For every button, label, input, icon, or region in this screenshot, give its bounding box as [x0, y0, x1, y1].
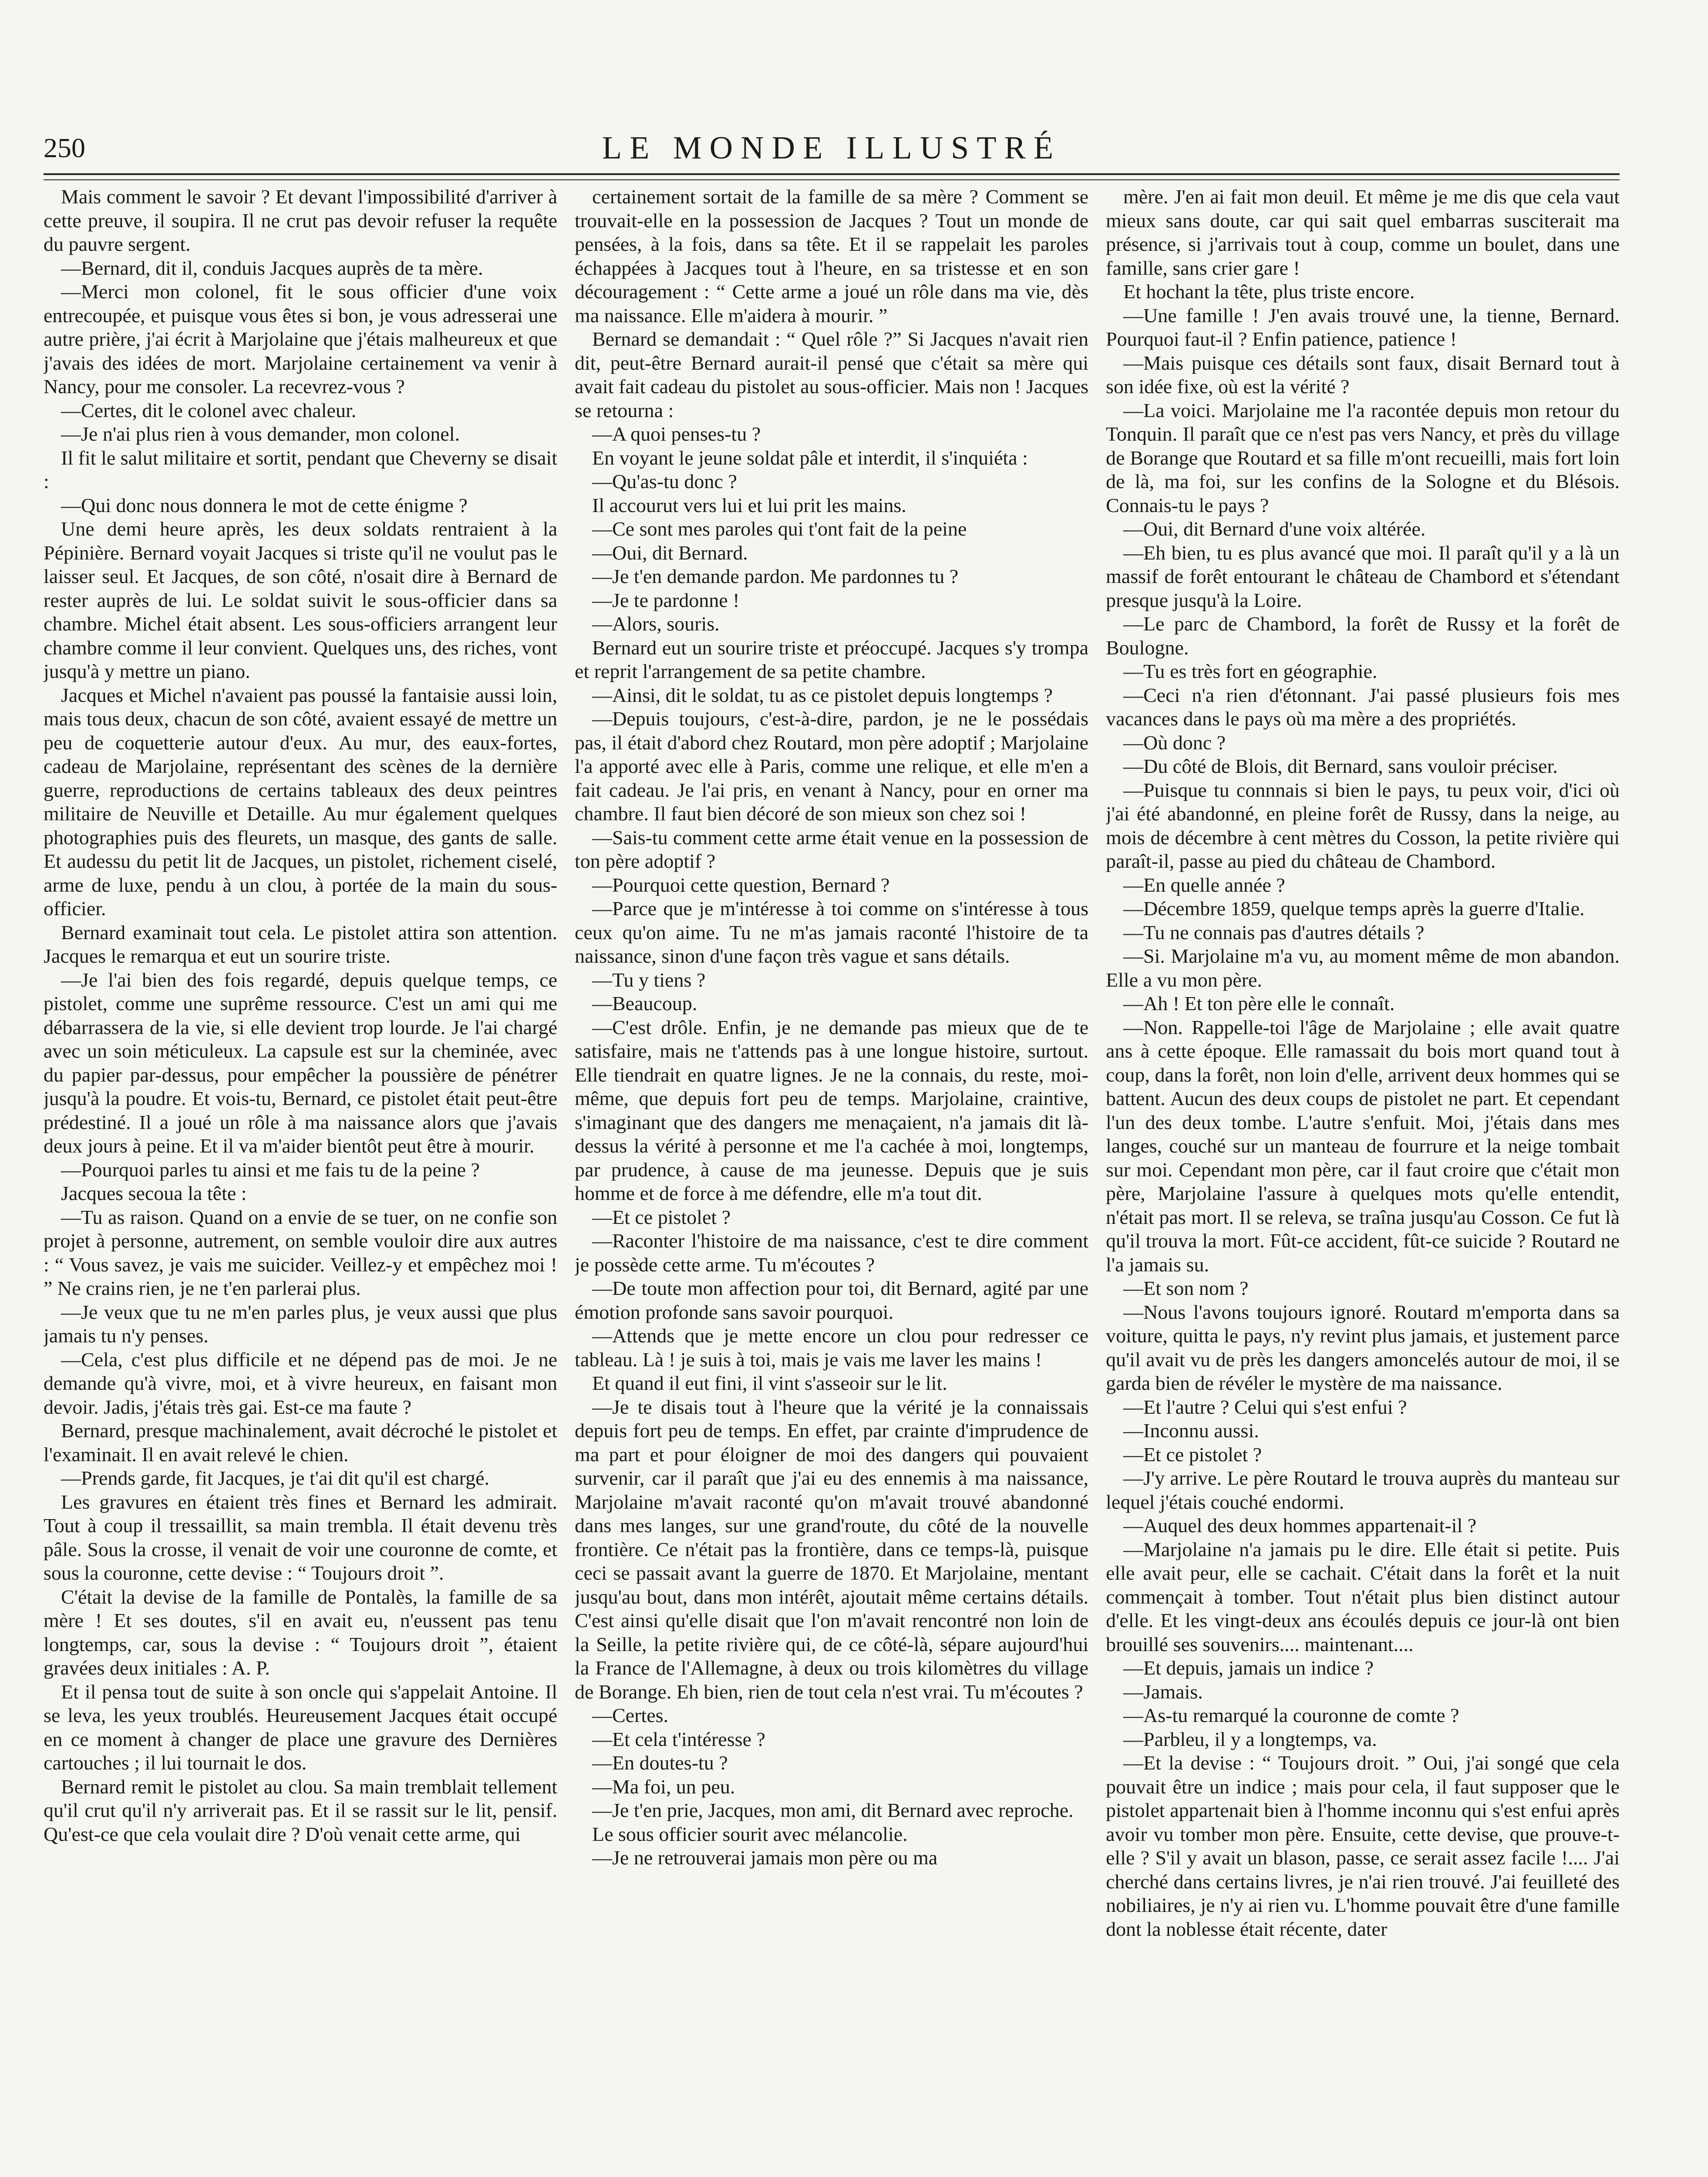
- paragraph: —C'est drôle. Enfin, je ne demande pas mieux que de te satisfaire, mais ne t'attends pas à une longue histoire, surtout. Elle tiendrait en quatre lignes. Je ne la connais, du reste, moi-même, que depuis fort peu de temps. Marjolaine, craintive, s'imaginant que des dangers me menaçaient, n'a jamais dit là-dessus la vérité à personne et me l'a cachée à moi, longtemps, par prudence, à cause de ma jeunesse. Depuis que je suis homme et de force à me défendre, elle m'a tout dit.: [575, 1016, 1088, 1204]
- paragraph: —Et son nom ?: [1123, 1277, 1249, 1299]
- paragraph: —Non. Rappelle-toi l'âge de Marjolaine ; elle avait quatre ans à cette époque. Elle ramassait du bois mort quand tout à coup, dans la forêt, non loin d'elle, arrivent deux hommes qui se battent. Aucun des deux coups de pistolet ne part. Et cependant l'un des deux tombe. L'autre s'enfuit. Moi, j'étais dans mes langes, couché sur un manteau de fourrure et la neige tombait sur moi. Cependant mon père, car il faut croire que c'était mon père, Marjolaine l'assure à quelques mots qu'elle entendit, n'était pas mort. Il se releva, se traîna jusqu'au Cosson. Ce fut là qu'il trouva la mort. Fût-ce accident, fût-ce suicide ? Routard ne l'a jamais su.: [1106, 1016, 1620, 1276]
- paragraph: —Je n'ai plus rien à vous demander, mon colonel.: [61, 423, 460, 445]
- paragraph: —Sais-tu comment cette arme était venue en la possession de ton père adoptif ?: [575, 826, 1088, 872]
- paragraph: —Je te disais tout à l'heure que la vérité je la connaissais depuis fort peu de temps. En effet, par crainte d'imprudence de ma part et pour éloigner de moi des dangers qui pouvaient survenir, car il paraît que j'ai eu des ennemis à ma naissance, Marjolaine m'avait raconté qu'on m'avait trouvé abandonné dans mes langes, sur une grand'route, du côté de la nouvelle frontière. Ce n'était pas la frontière, dans ce temps-là, puisque ceci se passait avant la guerre de 1870. Et Marjolaine, mentant jusqu'au bout, dans mon intérêt, ajoutait même certains détails. C'est ainsi qu'elle disait que l'on m'avait rencontré non loin de la Seille, la petite rivière qui, de ce côté-là, sépare aujourd'hui la France de l'Allemagne, à deux ou trois kilomètres du village de Borange. Eh bien, rien de tout cela n'est vrai. Tu m'écoutes ?: [575, 1395, 1088, 1703]
- paragraph: Bernard se demandait : “ Quel rôle ?” Si Jacques n'avait rien dit, peut-être Bernard aurait-il pensé que c'était sa mère qui avait fait cadeau du pistolet au sous-officier. Mais non ! Jacques se retourna :: [575, 328, 1088, 421]
- paragraph: —Je ne retrouverai jamais mon père ou ma: [592, 1847, 938, 1869]
- paragraph: —La voici. Marjolaine me l'a racontée depuis mon retour du Tonquin. Il paraît que ce n'est pas vers Nancy, et près du village de Borange que Routard et sa fille m'ont recueilli, mais fort loin de là, ma foi, sur les confins de la Sologne et du Blésois. Connais-tu le pays ?: [1106, 399, 1620, 516]
- paragraph: —Parce que je m'intéresse à toi comme on s'intéresse à tous ceux qu'on aime. Tu ne m'as jamais raconté l'histoire de ta naissance, sinon d'une façon très vague et sans détails.: [575, 897, 1088, 967]
- paragraph: Une demi heure après, les deux soldats rentraient à la Pépinière. Bernard voyait Jacques si triste qu'il ne voulut pas le laisser seul. Et Jacques, de son côté, n'osait dire à Bernard de rester auprès de lui. Le soldat suivit le sous-officier dans sa chambre. Michel était absent. Les sous-officiers arrangent leur chambre comme il leur convient. Quelques uns, des riches, vont jusqu'à y mettre un piano.: [44, 518, 557, 682]
- paragraph: —Et ce pistolet ?: [1123, 1443, 1262, 1466]
- paragraph: Il accourut vers lui et lui prit les mains.: [592, 494, 906, 516]
- paragraph: certainement sortait de la famille de sa mère ? Comment se trouvait-elle en la possession de Jacques ? Tout un monde de pensées, à la fois, dans sa tête. Et il se rappelait les paroles échappées à Jacques tout à l'heure, en sa tristesse et en son découragement : “ Cette arme a joué un rôle dans ma vie, dès ma naissance. Elle m'aidera à mourir. ”: [575, 185, 1088, 327]
- paragraph: —Je l'ai bien des fois regardé, depuis quelque temps, ce pistolet, comme une suprême ressource. C'est un ami qui me débarrassera de la vie, si elle devient trop lourde. Je l'ai chargé avec un soin méticuleux. La capsule est sur la cheminée, avec du papier par-dessus, pour empêcher la poussière de pénétrer jusqu'à la poudre. Et vois-tu, Bernard, ce pistolet était peut-être prédestiné. Il a joué un rôle à ma naissance alors que j'avais deux jours à peine. Et il va m'aider bientôt peut être à mourir.: [44, 968, 557, 1157]
- paragraph: Et hochant la tête, plus triste encore.: [1123, 280, 1415, 303]
- page-number: 250: [44, 132, 85, 163]
- paragraph: Mais comment le savoir ? Et devant l'impossibilité d'arriver à cette preuve, il soupira. Il ne crut pas devoir refuser la requête du pauvre sergent.: [44, 185, 557, 255]
- paragraph: —Inconnu aussi.: [1123, 1419, 1259, 1442]
- paragraph: Les gravures en étaient très fines et Bernard les admirait. Tout à coup il tressaillit, sa main trembla. Il était devenu très pâle. Sous la crosse, il venait de voir une couronne de comte, et sous la couronne, cette devise : “ Toujours droit ”.: [44, 1490, 557, 1584]
- paragraph: —Décembre 1859, quelque temps après la guerre d'Italie.: [1123, 897, 1585, 920]
- paragraph: —Alors, souris.: [592, 613, 720, 635]
- paragraph: —Tu y tiens ?: [592, 968, 706, 991]
- paragraph: —Eh bien, tu es plus avancé que moi. Il paraît qu'il y a là un massif de forêt entourant le château de Chambord et s'étendant presque jusqu'à la Loire.: [1106, 541, 1620, 611]
- paragraph: —Mais puisque ces détails sont faux, disait Bernard tout à son idée fixe, où est la vérité ?: [1106, 351, 1620, 398]
- paragraph: —Prends garde, fit Jacques, je t'ai dit qu'il est chargé.: [61, 1467, 490, 1489]
- paragraph: —Et cela t'intéresse ?: [592, 1728, 765, 1750]
- paragraph: —Et depuis, jamais un indice ?: [1123, 1657, 1374, 1679]
- paragraph: —Depuis toujours, c'est-à-dire, pardon, je ne le possédais pas, il était d'abord chez Routard, mon père adoptif ; Marjolaine l'a apporté avec elle à Paris, comme une relique, et elle m'en a fait cadeau. Je l'ai pris, en venant à Nancy, pour en orner ma chambre. Il faut bien décoré de son mieux son chez soi !: [575, 708, 1088, 825]
- paragraph: —Attends que je mette encore un clou pour redresser ce tableau. Là ! je suis à toi, mais je vais me laver les mains !: [575, 1324, 1088, 1371]
- paragraph: Bernard examinait tout cela. Le pistolet attira son attention. Jacques le remarqua et eut un sourire triste.: [44, 921, 557, 967]
- paragraph: Jacques secoua la tête :: [61, 1182, 247, 1204]
- paragraph: —Merci mon colonel, fit le sous officier d'une voix entrecoupée, et puisque vous êtes si bon, je vous adresserai une autre prière, j'ai écrit à Marjolaine que j'étais malheureux et que j'avais des idées de mort. Marjolaine certainement va venir à Nancy, pour me consoler. La recevrez-vous ?: [44, 280, 557, 398]
- paragraph: —Parbleu, il y a longtemps, va.: [1123, 1728, 1377, 1750]
- paragraph: —Ceci n'a rien d'étonnant. J'ai passé plusieurs fois mes vacances dans le pays où ma mère a des propriétés.: [1106, 684, 1620, 730]
- paragraph: —Si. Marjolaine m'a vu, au moment même de mon abandon. Elle a vu mon père.: [1106, 945, 1620, 991]
- paragraph: Jacques et Michel n'avaient pas poussé la fantaisie aussi loin, mais tous deux, chacun de son côté, avaient essayé de mettre un peu de coquetterie autour d'eux. Au mur, des eaux-fortes, cadeau de Marjolaine, représentant des scènes de la dernière guerre, reproductions de certains tableaux des deux peintres militaire de Neuville et Detaille. Au mur également quelques photographies puis des fleurets, un masque, des gants de salle. Et audessu du petit lit de Jacques, un pistolet, richement ciselé, arme de luxe, pendu à un clou, à portée de la main du sous-officier.: [44, 684, 557, 920]
- text-column-1: [44, 185, 557, 2177]
- paragraph: —A quoi penses-tu ?: [592, 423, 761, 445]
- header-rule: [44, 173, 1620, 180]
- paragraph: —Jamais.: [1123, 1680, 1203, 1703]
- paragraph: —Raconter l'histoire de ma naissance, c'est te dire comment je possède cette arme. Tu m'écoutes ?: [575, 1230, 1088, 1276]
- paragraph: —Nous l'avons toujours ignoré. Routard m'emporta dans sa voiture, quitta le pays, n'y revint plus jamais, et justement parce qu'il avait vu de près les dangers amoncelés autour de moi, il se garda bien de révéler le mystère de ma naissance.: [1106, 1301, 1620, 1394]
- paragraph: —Certes, dit le colonel avec chaleur.: [61, 399, 357, 421]
- paragraph: —Je veux que tu ne m'en parles plus, je veux aussi que plus jamais tu n'y penses.: [44, 1301, 557, 1347]
- paragraph: —Et l'autre ? Celui qui s'est enfui ?: [1123, 1395, 1407, 1418]
- paragraph: —Certes.: [592, 1704, 669, 1726]
- paragraph: —Je te pardonne !: [592, 589, 740, 611]
- paragraph: —As-tu remarqué la couronne de comte ?: [1123, 1704, 1459, 1726]
- paragraph: —Ma foi, un peu.: [592, 1775, 735, 1798]
- paragraph: mère. J'en ai fait mon deuil. Et même je me dis que cela vaut mieux sans doute, car qui sait quel embarras susciterait ma présence, si j'arrivais tout à coup, comme un boulet, dans une famille, sans crier gare !: [1106, 185, 1620, 279]
- paragraph: —Et ce pistolet ?: [592, 1206, 731, 1228]
- paragraph: —Tu es très fort en géographie.: [1123, 660, 1378, 682]
- paragraph: —Je t'en prie, Jacques, mon ami, dit Bernard avec reproche.: [592, 1799, 1074, 1821]
- paragraph: —Du côté de Blois, dit Bernard, sans vouloir préciser.: [1123, 755, 1558, 777]
- paragraph: —Puisque tu connnais si bien le pays, tu peux voir, d'ici où j'ai été abandonné, en pleine forêt de Russy, dans la neige, au mois de décembre à cent mètres du Cosson, la petite rivière qui paraît-il, passe au pied du château de Chambord.: [1106, 778, 1620, 872]
- paragraph: Le sous officier sourit avec mélancolie.: [592, 1823, 908, 1845]
- paragraph: —Une famille ! J'en avais trouvé une, la tienne, Bernard. Pourquoi faut-il ? Enfin patience, patience !: [1106, 304, 1620, 350]
- paragraph: —Tu ne connais pas d'autres détails ?: [1123, 921, 1425, 944]
- text-columns: [44, 185, 1620, 2177]
- paragraph: —Ah ! Et ton père elle le connaît.: [1123, 992, 1395, 1014]
- paragraph: —Pourquoi cette question, Bernard ?: [592, 873, 890, 896]
- paragraph: Et il pensa tout de suite à son oncle qui s'appelait Antoine. Il se leva, les yeux troublés. Heureusement Jacques était occupé en ce moment à changer de place une gravure des Dernières cartouches ; il lui tournait le dos.: [44, 1680, 557, 1774]
- paragraph: —Qu'as-tu donc ?: [592, 470, 737, 492]
- paragraph: —Pourquoi parles tu ainsi et me fais tu de la peine ?: [61, 1158, 480, 1181]
- paragraph: —Ainsi, dit le soldat, tu as ce pistolet depuis longtemps ?: [592, 684, 1053, 706]
- paragraph: —Je t'en demande pardon. Me pardonnes tu ?: [592, 565, 959, 587]
- page-header: [44, 128, 1620, 176]
- paragraph: —Cela, c'est plus difficile et ne dépend pas de moi. Je ne demande qu'à vivre, moi, et à vivre heureux, en faisant mon devoir. Jadis, j'étais très gai. Est-ce ma faute ?: [44, 1348, 557, 1418]
- paragraph: —Bernard, dit il, conduis Jacques auprès de ta mère.: [61, 256, 483, 279]
- paragraph: —Oui, dit Bernard.: [592, 541, 748, 564]
- paragraph: —Auquel des deux hommes appartenait-il ?: [1123, 1514, 1477, 1537]
- paragraph: Bernard remit le pistolet au clou. Sa main tremblait tellement qu'il crut qu'il n'y arriverait pas. Et il se rassit sur le lit, pensif. Qu'est-ce que cela voulait dire ? D'où venait cette arme, qui: [44, 1775, 557, 1845]
- paragraph: —En doutes-tu ?: [592, 1752, 728, 1774]
- paragraph: —De toute mon affection pour toi, dit Bernard, agité par une émotion profonde sans savoir pourquoi.: [575, 1277, 1088, 1323]
- paragraph: —Tu as raison. Quand on a envie de se tuer, on ne confie son projet à personne, autrement, on semble vouloir dire aux autres : “ Vous savez, je vais me suicider. Veillez-y et empêchez moi ! ” Ne crains rien, je ne t'en parlerai plus.: [44, 1206, 557, 1299]
- paragraph: —J'y arrive. Le père Routard le trouva auprès du manteau sur lequel j'étais couché endormi.: [1106, 1467, 1620, 1513]
- paragraph: —Qui donc nous donnera le mot de cette énigme ?: [61, 494, 468, 516]
- paragraph: C'était la devise de la famille de Pontalès, la famille de sa mère ! Et ses doutes, s'il en avait eu, n'eussent pas tenu longtemps, car, sous la devise : “ Toujours droit ”, étaient gravées deux initiales : A. P.: [44, 1585, 557, 1679]
- paragraph: —Le parc de Chambord, la forêt de Russy et la forêt de Boulogne.: [1106, 613, 1620, 659]
- paragraph: —En quelle année ?: [1123, 873, 1285, 896]
- paragraph: Et quand il eut fini, il vint s'asseoir sur le lit.: [592, 1372, 947, 1394]
- paragraph: —Et la devise : “ Toujours droit. ” Oui, j'ai songé que cela pouvait être un indice ; mais pour cela, il faut supposer que le pistolet appartenait bien à l'homme inconnu qui s'est enfui après avoir vu tomber mon père. Ensuite, cette devise, que prouve-t-elle ? S'il y avait un blason, passe, ce serait assez facile !.... J'ai cherché dans certains livres, je n'ai rien trouvé. J'ai feuilleté des nobiliaires, je n'y ai rien vu. L'homme pouvait être d'une famille dont la noblesse était récente, dater: [1106, 1752, 1620, 1940]
- paragraph: Il fit le salut militaire et sortit, pendant que Cheverny se disait :: [44, 446, 557, 492]
- paragraph: —Ce sont mes paroles qui t'ont fait de la peine: [592, 518, 967, 540]
- paragraph: Bernard eut un sourire triste et préoccupé. Jacques s'y trompa et reprit l'arrangement de sa petite chambre.: [575, 636, 1088, 682]
- paragraph: —Beaucoup.: [592, 992, 697, 1014]
- paragraph: En voyant le jeune soldat pâle et interdit, il s'inquiéta :: [592, 446, 1028, 469]
- paragraph: —Où donc ?: [1123, 731, 1226, 754]
- paragraph: Bernard, presque machinalement, avait décroché le pistolet et l'examinait. Il en avait relevé le chien.: [44, 1419, 557, 1466]
- journal-title: LE MONDE ILLUSTRÉ: [602, 130, 1061, 166]
- text-column-2: [575, 185, 1088, 2177]
- text-column-3: [1106, 185, 1620, 2177]
- paragraph: —Oui, dit Bernard d'une voix altérée.: [1123, 518, 1426, 540]
- paragraph: —Marjolaine n'a jamais pu le dire. Elle était si petite. Puis elle avait peur, elle se cachait. C'était dans la forêt et la nuit commençait à tomber. Tout n'était plus bien distinct autour d'elle. Et les vingt-deux ans écoulés depuis ce jour-là ont bien brouillé ses souvenirs.... maintenant....: [1106, 1538, 1620, 1655]
